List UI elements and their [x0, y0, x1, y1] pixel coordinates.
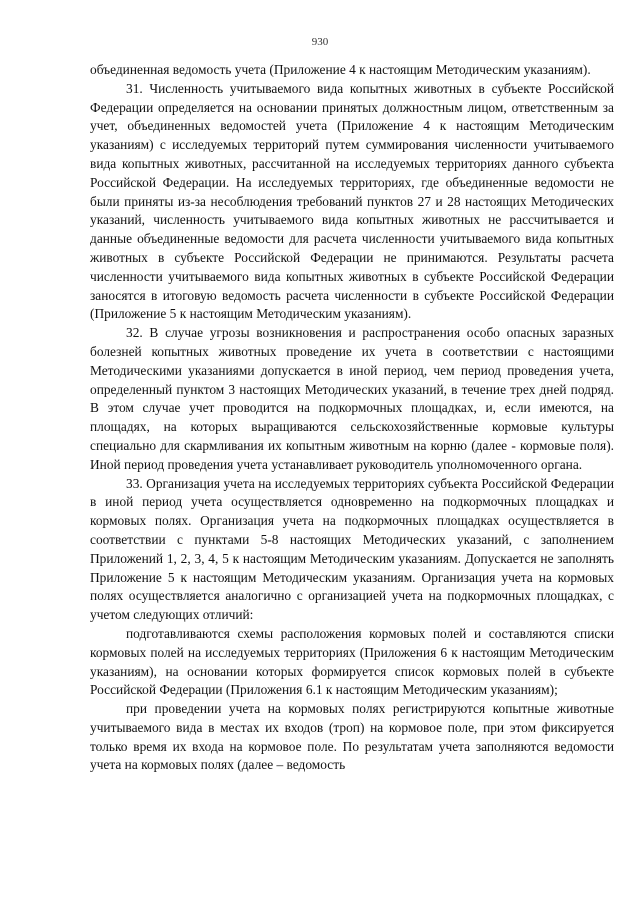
paragraph-31: 31. Численность учитываемого вида копытных животных в субъекте Российской Федерации определяется на основании принятых должностным лицом, ответственным за учет, объединенных ведомостей учета (Приложение 4 к настоящим Методическим указаниям) с исследуемых территорий путем суммирования численности учитываемого вида копытных животных, рассчитанной на исследуемых территориях данного субъекта Российской Федерации. На исследуемых территориях, где объединенные ведомости не были приняты из-за несоблюдения требований пунктов 27 и 28 настоящих Методических указаний, численность учитываемого вида копытных животных не рассчитывается и данные объединенные ведомости для расчета численности учитываемого вида копытных животных в субъекте Российской Федерации не принимаются. Результаты расчета численности учитываемого вида копытных животных в субъекте Российской Федерации заносятся в итоговую ведомость расчета численности в субъекте Российской Федерации (Приложение 5 к настоящим Методическим указаниям).: [90, 80, 614, 322]
page-number: 930: [311, 36, 329, 48]
paragraph-continuation: объединенная ведомость учета (Приложение 4 к настоящим Методическим указаниям).: [90, 62, 591, 77]
paragraph-feed-field-schemes: подготавливаются схемы расположения кормовых полей и составляются списки кормовых полей на исследуемых территориях (Приложения 6 к настоящим Методическим указаниям), на основании которых формируется список кормовых полей в субъекте Российской Федерации (Приложения 6.1 к настоящим Методическим указаниям);: [90, 625, 614, 698]
paragraph-32: 32. В случае угрозы возникновения и распространения особо опасных заразных болезней копытных животных проведение их учета в соответствии с настоящими Методическими указаниями допускается в иной период, чем период проведения учета, определенный пунктом 3 настоящих Методических указаний, в течение трех дней подряд. В этом случае учет проводится на подкормочных площадках, и, если имеются, на площадях, на которых выращиваются сельскохозяйственные кормовые культуры специально для скармливания их копытным животным на корню (далее - кормовые поля). Иной период проведения учета устанавливает руководитель уполномоченного органа.: [90, 325, 614, 472]
paragraph-feed-field-counting: при проведении учета на кормовых полях регистрируются копытные животные учитываемого вида в местах их входов (троп) на кормовое поле, при этом фиксируется только время их входа на кормовое поле. По результатам учета заполняются ведомости учета на кормовых полях (далее – ведомость: [90, 701, 614, 773]
paragraph-33: 33. Организация учета на исследуемых территориях субъекта Российской Федерации в иной период учета осуществляется одновременно на подкормочных площадках и кормовых полях. Организация учета на подкормочных площадках осуществляется в соответствии с пунктами 5-8 настоящих Методических указаний, с заполнением Приложений 1, 2, 3, 4, 5 к настоящим Методическим указаниям. Допускается не заполнять Приложение 5 к настоящим Методическим указаниям. Организация учета на кормовых полях осуществляется аналогично с организацией учета на подкормочных площадках, с учетом следующих отличий:: [90, 475, 614, 623]
body-text: [90, 61, 614, 775]
